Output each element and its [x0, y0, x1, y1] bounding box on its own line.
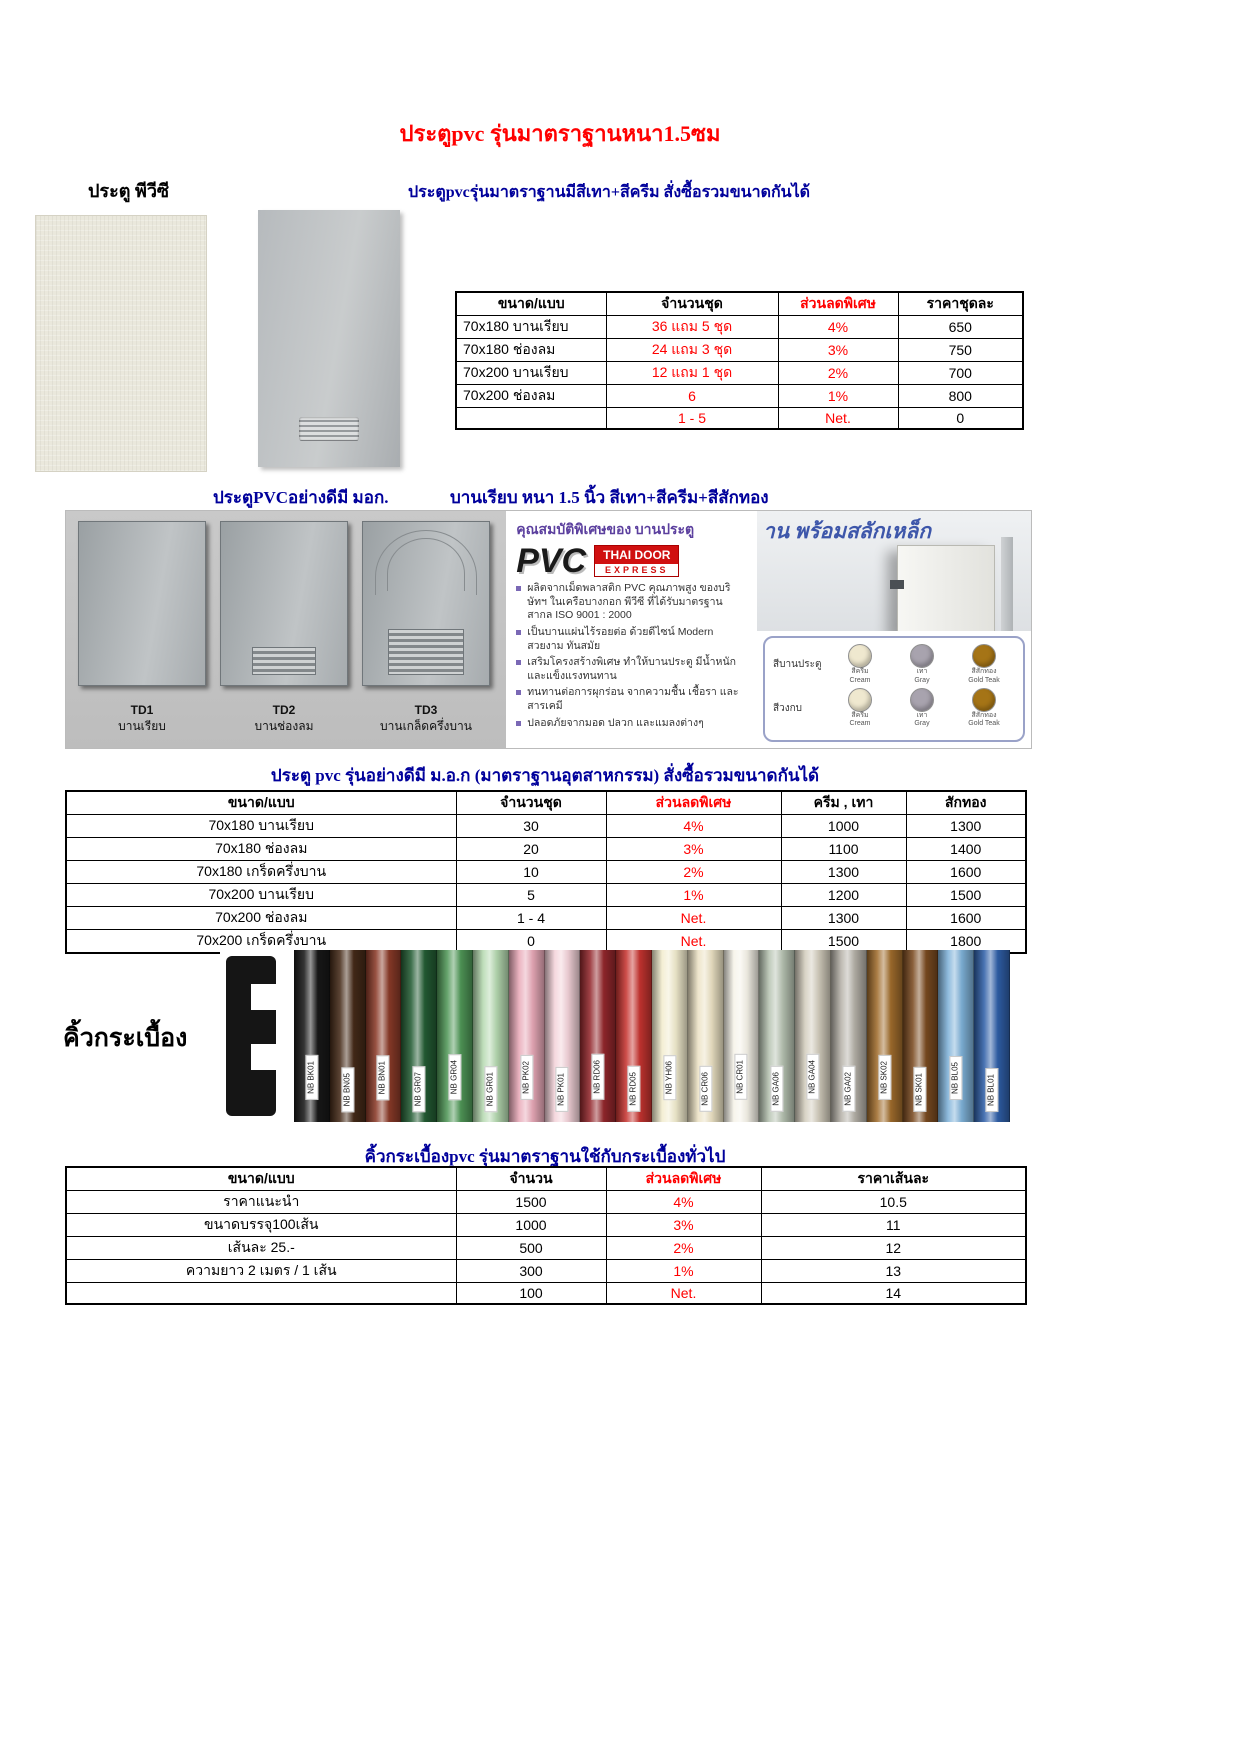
swatch-label-eng: Cream	[849, 676, 871, 684]
trim-strip-label: NB SK02	[878, 1055, 891, 1100]
table-header-row	[66, 1167, 1026, 1191]
promo-door-td1	[78, 521, 206, 748]
table-cell	[456, 408, 606, 430]
trim-strip	[473, 950, 509, 1122]
steel-bolt-icon	[890, 580, 904, 589]
door-caption	[78, 702, 206, 734]
subtitle-standard-series: ประตูpvcรุ่นมาตราฐานมีสีเทา+สีครีม สั่งซื้อรวมขนาดกันได้	[408, 184, 811, 201]
door-panel-plain	[78, 521, 206, 686]
trim-strip-label: NB RD06	[592, 1054, 605, 1100]
table-cell: Net.	[606, 1283, 761, 1305]
table-cell: 2%	[778, 362, 898, 385]
trim-strip	[688, 950, 724, 1122]
table-cell: 1600	[906, 907, 1026, 930]
swatch-label-thai: สีครีม	[851, 711, 869, 719]
table-cell: ขนาดบรรจุ100เส้น	[66, 1214, 456, 1237]
brand-logo	[516, 544, 747, 578]
trim-strip-label: NB YH06	[663, 1055, 676, 1100]
swatch-row-label: สีบานประตู	[773, 659, 822, 671]
express-label: EXPRESS	[595, 564, 678, 576]
trim-strip-label: NB CR06	[699, 1066, 712, 1112]
color-swatch	[891, 644, 953, 686]
door-name: บานเรียบ	[118, 719, 166, 734]
table-row	[66, 1214, 1026, 1237]
door-leaf-shape	[897, 545, 995, 631]
table-cell: 1500	[906, 884, 1026, 907]
table-cell: 1%	[778, 385, 898, 408]
table-cell: 3%	[778, 339, 898, 362]
trim-strip	[401, 950, 437, 1122]
trim-profile-silhouette	[220, 950, 294, 1122]
swatch-label-thai: สีสักทอง	[971, 668, 997, 675]
swatch-label-eng: Gray	[914, 676, 930, 684]
louvre-grille-icon	[388, 629, 464, 675]
trim-strip-label: NB BL01	[986, 1068, 999, 1112]
swatch-circle	[848, 644, 872, 668]
promo-right-panel	[757, 511, 1031, 748]
table-cell: 70x200 บานเรียบ	[456, 362, 606, 385]
door-name: บานช่องลม	[254, 719, 314, 734]
profile-notch	[251, 984, 277, 1010]
swatch-circle	[972, 688, 996, 712]
trim-strip	[724, 950, 760, 1122]
table-cell: เส้นละ 25.-	[66, 1237, 456, 1260]
column-header: ราคาชุดละ	[898, 292, 1023, 316]
table-cell: 1600	[906, 861, 1026, 884]
trim-strip	[652, 950, 688, 1122]
column-header: ส่วนลดพิเศษ	[778, 292, 898, 316]
swatch-circle	[910, 688, 934, 712]
door-vent-grille	[299, 417, 359, 441]
swatch-group-door	[829, 644, 1015, 686]
trim-strip-label: NB SK01	[914, 1067, 927, 1112]
table-cell: 70x200 บานเรียบ	[66, 884, 456, 907]
trim-strip	[437, 950, 473, 1122]
column-header: จำนวน	[456, 1167, 606, 1191]
table-cell: 10.5	[761, 1191, 1026, 1214]
table-header-row	[456, 292, 1023, 316]
table-cell: 100	[456, 1283, 606, 1305]
promo-bullet: เป็นบานแผ่นไร้รอยต่อ ด้วยดีไซน์ Modern สวยงาม ทันสมัย	[516, 626, 747, 653]
table-cell: 1300	[906, 815, 1026, 838]
color-swatch	[829, 644, 891, 686]
table-cell: 4%	[606, 1191, 761, 1214]
door-photo-gray	[258, 210, 400, 467]
column-header: ขนาด/แบบ	[456, 292, 606, 316]
price-table-standard	[455, 291, 1024, 430]
steel-bolt-caption: าน พร้อมสลักเหล็ก	[763, 519, 931, 543]
heading-tile-trim: คิ้วกระเบื้องpvc รุ่นมาตราฐานใช้กับกระเบื้องทั่วไป	[364, 1147, 726, 1166]
trim-strip-label: NB GR01	[484, 1066, 497, 1112]
trim-strip-label: NB CR01	[735, 1054, 748, 1100]
thai-door-logo	[594, 545, 679, 577]
price-table-trim	[65, 1166, 1027, 1305]
page-title: ประตูpvc รุ่นมาตราฐานหนา1.5ซม	[399, 121, 721, 146]
table-cell: 3%	[606, 1214, 761, 1237]
table-cell: 750	[898, 339, 1023, 362]
table-row	[66, 1237, 1026, 1260]
color-swatch	[953, 688, 1015, 730]
tile-trim-photo	[220, 950, 1010, 1122]
promo-door-td2	[220, 521, 348, 748]
trim-strip-label: NB BN01	[377, 1055, 390, 1100]
table-cell: 2%	[606, 1237, 761, 1260]
table-cell: 13	[761, 1260, 1026, 1283]
table-row	[66, 838, 1026, 861]
column-header: ส่วนลดพิเศษ	[606, 1167, 761, 1191]
table-cell: 70x180 เกร็ดครึ่งบาน	[66, 861, 456, 884]
table-header-row	[66, 791, 1026, 815]
door-panel-vent	[220, 521, 348, 686]
door-panel-louvre	[362, 521, 490, 686]
table-cell: 36 แถม 5 ชุด	[606, 316, 778, 339]
table-cell: 24 แถม 3 ชุด	[606, 339, 778, 362]
table-row	[66, 1260, 1026, 1283]
trim-profile-bar	[226, 956, 276, 1116]
trim-strip	[903, 950, 939, 1122]
swatch-row-frame	[773, 688, 1015, 730]
swatch-row-door	[773, 644, 1015, 686]
table-row	[66, 815, 1026, 838]
trim-strip-label: NB GR04	[449, 1054, 462, 1100]
table-cell: 1000	[781, 815, 906, 838]
door-frame-shape	[1001, 537, 1013, 631]
table-cell: 70x180 บานเรียบ	[66, 815, 456, 838]
table-cell: 5	[456, 884, 606, 907]
trim-strip	[938, 950, 974, 1122]
door-code: TD2	[272, 703, 296, 717]
table-cell: 4%	[778, 316, 898, 339]
table-cell: 10	[456, 861, 606, 884]
trim-strip-label: NB BN05	[341, 1067, 354, 1112]
left-label-pvc-door: ประตู พีวีซี	[88, 181, 170, 201]
table-cell: 1500	[781, 930, 906, 954]
table-cell: 800	[898, 385, 1023, 408]
vent-grille-icon	[252, 647, 316, 675]
caption-smooth-panel: บานเรียบ หนา 1.5 นิ้ว สีเทา+สีครีม+สีสักทอง	[450, 488, 769, 507]
table-cell: 20	[456, 838, 606, 861]
table-cell: 70x200 เกร็ดครึ่งบาน	[66, 930, 456, 954]
table-cell: 1800	[906, 930, 1026, 954]
table-cell: 70x180 บานเรียบ	[456, 316, 606, 339]
table-cell: 300	[456, 1260, 606, 1283]
promo-bullets	[516, 582, 747, 730]
table-cell: 14	[761, 1283, 1026, 1305]
color-swatch	[891, 688, 953, 730]
table-row	[66, 1283, 1026, 1305]
trim-strip	[580, 950, 616, 1122]
table-cell: 12 แถม 1 ชุด	[606, 362, 778, 385]
door-caption	[220, 702, 348, 734]
swatch-label-thai: สีครีม	[851, 668, 869, 675]
swatch-label-eng: Gray	[914, 720, 930, 728]
color-swatch	[829, 688, 891, 730]
trim-strip-label: NB GA04	[807, 1054, 820, 1100]
trim-strip-label: NB GR07	[413, 1066, 426, 1112]
table-cell: 1300	[781, 907, 906, 930]
table-cell: ราคาแนะนำ	[66, 1191, 456, 1214]
table-cell: 70x180 ช่องลม	[456, 339, 606, 362]
profile-notch	[251, 1044, 277, 1070]
trim-strip	[616, 950, 652, 1122]
table-cell: 1400	[906, 838, 1026, 861]
swatch-circle	[972, 644, 996, 668]
swatch-label-eng: Gold Teak	[968, 720, 1000, 728]
trim-strip	[509, 950, 545, 1122]
trim-strip	[545, 950, 581, 1122]
table-cell: 1100	[781, 838, 906, 861]
table-cell: 70x200 ช่องลม	[456, 385, 606, 408]
trim-strip-label: NB PK01	[556, 1067, 569, 1112]
pvc-logo-text: PVC	[516, 542, 587, 580]
swatch-label-thai: เทา	[916, 668, 928, 675]
swatch-group-frame	[829, 688, 1015, 730]
swatch-label-eng: Cream	[849, 720, 871, 728]
trim-strip	[867, 950, 903, 1122]
promo-bullet: ผลิตจากเม็ดพลาสติก PVC คุณภาพสูง ของบริษัทฯ ในเครือบางกอก พีวีซี ที่ได้รับมาตรฐานสากล ISO 9001 : 2000	[516, 582, 747, 623]
trim-strip	[795, 950, 831, 1122]
table-row	[66, 907, 1026, 930]
swatch-row-label: สีวงกบ	[773, 702, 803, 714]
table-cell: 70x180 ช่องลม	[66, 838, 456, 861]
column-header: ขนาด/แบบ	[66, 791, 456, 815]
color-swatch-panel	[763, 636, 1025, 742]
table-row	[66, 1191, 1026, 1214]
swatch-circle	[848, 688, 872, 712]
table-row	[456, 408, 1023, 430]
promo-bullet: เสริมโครงสร้างพิเศษ ทำให้บานประตู มีน้ำหนัก และแข็งแรงทนทาน	[516, 656, 747, 683]
table-cell: 1000	[456, 1214, 606, 1237]
price-table-mok	[65, 790, 1027, 954]
door-code: TD3	[414, 703, 438, 717]
door-name: บานเกล็ดครึ่งบาน	[380, 719, 472, 734]
caption-pvc-good: ประตูPVCอย่างดีมี มอก.	[213, 488, 389, 507]
table-cell: 70x200 ช่องลม	[66, 907, 456, 930]
swatch-label-thai: เทา	[916, 711, 928, 719]
table-cell: Net.	[778, 408, 898, 430]
promo-info-panel	[506, 511, 757, 748]
table-cell: 0	[898, 408, 1023, 430]
table-cell: Net.	[606, 930, 781, 954]
trim-strips	[294, 950, 1010, 1122]
table-cell: 0	[456, 930, 606, 954]
table-cell: 500	[456, 1237, 606, 1260]
trim-strip-label: NB BL05	[950, 1056, 963, 1100]
trim-strip	[759, 950, 795, 1122]
table-cell: 3%	[606, 838, 781, 861]
table-cell: ความยาว 2 เมตร / 1 เส้น	[66, 1260, 456, 1283]
table-row	[456, 385, 1023, 408]
table-cell: 1200	[781, 884, 906, 907]
table-cell: 1300	[781, 861, 906, 884]
column-header: ราคาเส้นละ	[761, 1167, 1026, 1191]
trim-strip	[831, 950, 867, 1122]
trim-strip	[974, 950, 1010, 1122]
tile-trim-label: คิ้วกระเบื้อง	[63, 1025, 188, 1052]
table-cell	[66, 1283, 456, 1305]
promo-bullet: ปลอดภัยจากมอด ปลวก และแมลงต่างๆ	[516, 717, 747, 731]
door-caption	[362, 702, 490, 734]
table-cell: Net.	[606, 907, 781, 930]
table-cell: 1%	[606, 884, 781, 907]
column-header: ครีม , เทา	[781, 791, 906, 815]
table-cell: 30	[456, 815, 606, 838]
trim-strip	[330, 950, 366, 1122]
table-cell: 6	[606, 385, 778, 408]
table-row	[66, 884, 1026, 907]
swatch-circle	[910, 644, 934, 668]
table-row	[456, 362, 1023, 385]
column-header: ส่วนลดพิเศษ	[606, 791, 781, 815]
table-cell: 12	[761, 1237, 1026, 1260]
table-row	[66, 861, 1026, 884]
promo-door-td3	[362, 521, 490, 748]
door-code: TD1	[130, 703, 154, 717]
thai-door-label: THAI DOOR	[595, 546, 678, 564]
table-cell: 2%	[606, 861, 781, 884]
table-cell: 11	[761, 1214, 1026, 1237]
column-header: จำนวนชุด	[456, 791, 606, 815]
trim-strip-label: NB GA02	[842, 1066, 855, 1112]
door-lock-photo	[757, 511, 1031, 631]
promo-doors-area	[66, 511, 506, 748]
swatch-label-thai: สีสักทอง	[971, 711, 997, 719]
table-cell: 1 - 4	[456, 907, 606, 930]
promo-brochure-image	[65, 510, 1032, 749]
table-cell: 1 - 5	[606, 408, 778, 430]
table-cell: 1500	[456, 1191, 606, 1214]
heading-industrial-standard: ประตู pvc รุ่นอย่างดีมี ม.อ.ก (มาตราฐานอุตสาหกรรม) สั่งซื้อรวมขนาดกันได้	[270, 766, 820, 785]
door-photo-cream	[35, 215, 207, 472]
trim-strip-label: NB RD05	[628, 1066, 641, 1112]
column-header: ขนาด/แบบ	[66, 1167, 456, 1191]
trim-strip-label: NB BK01	[305, 1055, 318, 1100]
table-cell: 1%	[606, 1260, 761, 1283]
table-cell: 700	[898, 362, 1023, 385]
trim-strip-label: NB PK02	[520, 1055, 533, 1100]
promo-bullet: ทนทานต่อการผุกร่อน จากความชื้น เชื้อรา และสารเคมี	[516, 686, 747, 713]
trim-strip	[366, 950, 402, 1122]
table-cell: 650	[898, 316, 1023, 339]
promo-heading: คุณสมบัติพิเศษของ บานประตู	[516, 523, 695, 538]
table-row	[456, 339, 1023, 362]
color-swatch	[953, 644, 1015, 686]
table-row	[456, 316, 1023, 339]
table-cell: 4%	[606, 815, 781, 838]
column-header: จำนวนชุด	[606, 292, 778, 316]
column-header: สักทอง	[906, 791, 1026, 815]
trim-strip	[294, 950, 330, 1122]
trim-strip-label: NB GA06	[771, 1066, 784, 1112]
swatch-label-eng: Gold Teak	[968, 676, 1000, 684]
